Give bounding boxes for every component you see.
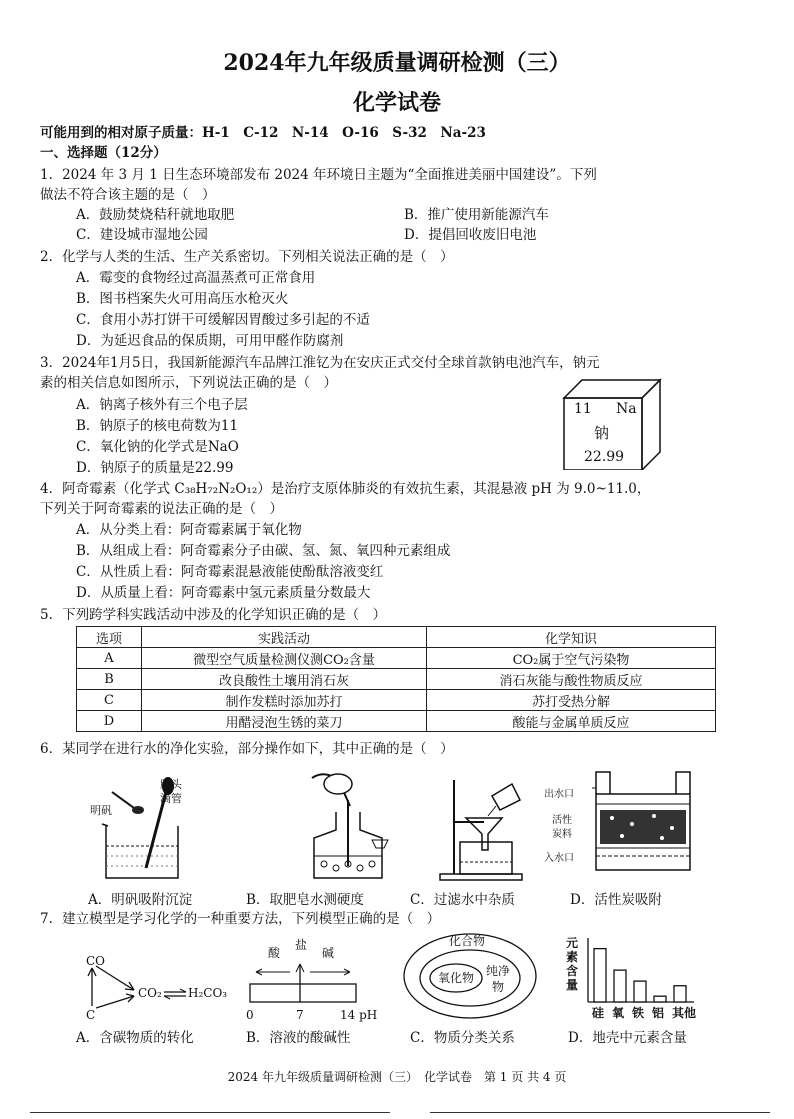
table-cell: 酸能与金属单质反应: [427, 711, 716, 732]
section-heading: 一、选择题（12分）: [40, 145, 167, 161]
inlet-label: 入水口: [544, 853, 574, 864]
option-d: D．为延迟食品的保质期，可用甲醛作防腐剂: [76, 333, 344, 349]
bar-氧: [614, 970, 626, 1002]
table-cell: 改良酸性土壤用消石灰: [142, 669, 427, 690]
bar-硅: [594, 949, 606, 1002]
exam-title: 2024年九年级质量调研检测（三）: [223, 50, 571, 76]
pure-substance-label: 纯净: [486, 964, 511, 978]
ph-7-label: 7: [296, 1008, 304, 1022]
option-c: C．过滤水中杂质: [410, 892, 515, 908]
table-row: [77, 690, 716, 711]
option-d: D．活性炭吸附: [570, 892, 662, 908]
option-a: A．明矾吸附沉淀: [88, 892, 193, 908]
salt-label: 盐: [295, 938, 308, 952]
table-cell: 用醋浸泡生锈的菜刀: [142, 711, 427, 732]
pure-substance-label: 物: [492, 980, 505, 994]
table-cell: CO₂属于空气污染物: [427, 648, 716, 669]
alum-beaker-figure: [86, 774, 206, 882]
bar-category-labels: [590, 1004, 700, 1020]
co-label: CO: [86, 954, 106, 968]
carbon-label: 活性: [552, 815, 572, 826]
dropper-label: 胶头: [160, 778, 182, 791]
table-cell: 微型空气质量检测仪测CO₂含量: [142, 648, 427, 669]
column-header: 化学知识: [427, 627, 716, 648]
bar-label: 氧: [612, 1006, 625, 1020]
bar-chart-ylabel: 元素含量: [566, 936, 579, 992]
atomic-mass: 22.99: [584, 449, 625, 465]
bar-铁: [634, 981, 646, 1002]
bar-label: 其他: [672, 1006, 697, 1020]
question-stem: 3．2024年1月5日，我国新能源汽车品牌江淮钇为在安庆正式交付全球首款钠电池汽车，钠元: [40, 355, 600, 371]
acid-label: 酸: [268, 946, 281, 960]
element-symbol: Na: [616, 401, 637, 417]
question-stem: 1．2024 年 3 月 1 日生态环境部发布 2024 年环境日主题为“全面推进美丽中国建设”。下列: [40, 167, 597, 183]
option-b: B．溶液的酸碱性: [246, 1030, 351, 1046]
bottom-rule: [430, 1112, 770, 1113]
option-b: B．从组成上看：阿奇霉素分子由碳、氢、氮、氧四种元素组成: [76, 543, 451, 559]
compound-label: 化合物: [449, 934, 486, 948]
oxide-label: 氧化物: [438, 971, 475, 985]
question-stem: 4．阿奇霉素（化学式 C₃₈H₇₂N₂O₁₂）是治疗支原体肺炎的有效抗生素，其混悬液 pH 为 9.0~11.0，: [40, 481, 651, 497]
filtration-figure: [430, 770, 530, 882]
option-b: B．图书档案失火可用高压水枪灭火: [76, 291, 289, 307]
option-c: C．物质分类关系: [410, 1030, 515, 1046]
bar-label: 硅: [592, 1006, 605, 1020]
ph-14-label: 14 pH: [340, 1008, 378, 1022]
table-row: [77, 711, 716, 732]
outlet-label: 出水口: [544, 789, 574, 800]
table-header-row: [77, 627, 716, 648]
bar-label: 铁: [632, 1006, 645, 1020]
exam-subtitle: 化学试卷: [352, 90, 441, 116]
option-b: B．取肥皂水测硬度: [246, 892, 364, 908]
table-cell: 消石灰能与酸性物质反应: [427, 669, 716, 690]
option-d: D．地壳中元素含量: [568, 1030, 687, 1046]
table-cell: 制作发糕时添加苏打: [142, 690, 427, 711]
option-a: A．钠离子核外有三个电子层: [76, 397, 248, 413]
table-cell: C: [77, 690, 142, 711]
option-d: D．提倡回收废旧电池: [404, 227, 537, 243]
h2co3-label: H₂CO₃: [188, 986, 228, 1000]
carbon-label: 炭料: [552, 829, 572, 840]
option-a: A．霉变的食物经过高温蒸煮可正常食用: [76, 270, 316, 286]
element-name: 钠: [594, 424, 610, 442]
ph-0-label: 0: [246, 1008, 254, 1022]
page-footer: 2024 年九年级质量调研检测（三） 化学试卷 第 1 页 共 4 页: [227, 1070, 567, 1084]
carbon-filter-figure: [592, 768, 702, 882]
table-cell: A: [77, 648, 142, 669]
table-cell: B: [77, 669, 142, 690]
soap-water-flask-figure: [290, 770, 400, 882]
option-a: A．鼓励焚烧秸秆就地取肥: [76, 207, 235, 223]
column-header: 选项: [77, 627, 142, 648]
option-a: A．含碳物质的转化: [76, 1030, 194, 1046]
question-stem: 7．建立模型是学习化学的一种重要方法，下列模型正确的是（ ）: [40, 911, 441, 927]
bar-铝: [654, 996, 666, 1002]
option-c: C．建设城市湿地公园: [76, 227, 208, 243]
crust-element-bar-chart: [586, 936, 696, 1004]
question-stem: 素的相关信息如图所示，下列说法正确的是（ ）: [40, 375, 337, 391]
c-label: C: [86, 1008, 96, 1022]
question-stem: 2．化学与人类的生活、生产关系密切。下列相关说法正确的是（ ）: [40, 249, 454, 265]
table-row: [77, 648, 716, 669]
bottom-rule: [30, 1112, 390, 1113]
question-stem: 5．下列跨学科实践活动中涉及的化学知识正确的是（ ）: [40, 607, 387, 623]
atomic-masses: 可能用到的相对原子质量：H-1 C-12 N-14 O-16 S-32 Na-23: [40, 125, 486, 141]
option-b: B．推广使用新能源汽车: [404, 207, 549, 223]
alum-label: 明矾: [90, 804, 112, 817]
bar-label: 铝: [652, 1006, 665, 1020]
dropper-label: 滴管: [160, 792, 182, 805]
option-d: D．钠原子的质量是22.99: [76, 460, 234, 476]
bar-其他: [674, 986, 686, 1002]
table-cell: 苏打受热分解: [427, 690, 716, 711]
option-c: C．从性质上看：阿奇霉素混悬液能使酚酞溶液变红: [76, 564, 384, 580]
activity-table: [76, 626, 716, 732]
table-cell: D: [77, 711, 142, 732]
option-d: D．从质量上看：阿奇霉素中氢元素质量分数最大: [76, 585, 371, 601]
table-row: [77, 669, 716, 690]
column-header: 实践活动: [142, 627, 427, 648]
option-c: C．食用小苏打饼干可缓解因胃酸过多引起的不适: [76, 312, 370, 328]
option-c: C．氧化钠的化学式是NaO: [76, 439, 239, 455]
question-stem: 6．某同学在进行水的净化实验，部分操作如下，其中正确的是（ ）: [40, 741, 454, 757]
co2-label: CO₂: [138, 986, 162, 1000]
base-label: 碱: [322, 946, 335, 960]
option-a: A．从分类上看：阿奇霉素属于氧化物: [76, 522, 302, 538]
question-stem: 下列关于阿奇霉素的说法正确的是（ ）: [40, 501, 283, 517]
option-b: B．钠原子的核电荷数为11: [76, 418, 239, 434]
question-stem: 做法不符合该主题的是（ ）: [40, 187, 216, 203]
atomic-number: 11: [574, 401, 592, 417]
